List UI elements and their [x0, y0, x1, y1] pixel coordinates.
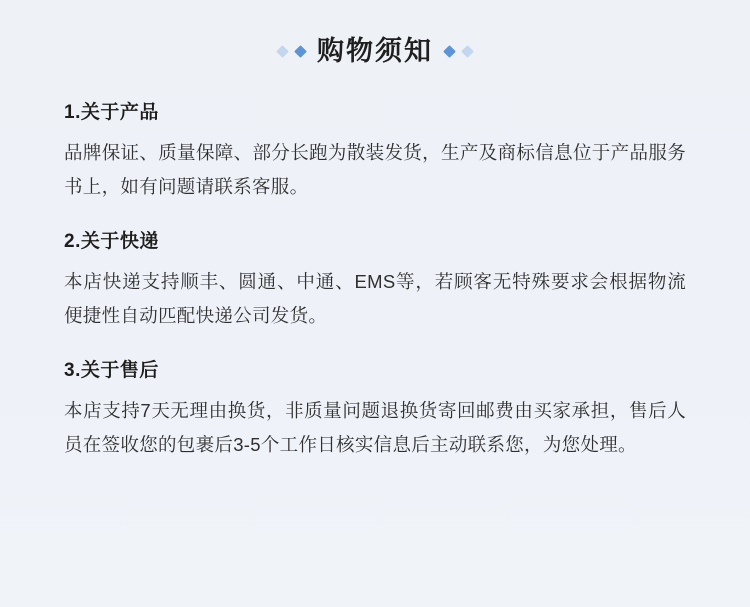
- section-heading: 2.关于快递: [64, 231, 159, 252]
- section-after-sales: [64, 355, 686, 462]
- notice-sections: [0, 65, 750, 462]
- page-title-row: [0, 0, 750, 65]
- diamond-dark-icon: [443, 45, 456, 58]
- diamond-light-icon: [461, 45, 474, 58]
- section-body: 品牌保证、质量保障、部分长跑为散装发货，生产及商标信息位于产品服务书上，如有问题请联系客服。: [64, 142, 686, 197]
- section-body: 本店快递支持顺丰、圆通、中通、EMS等，若顾客无特殊要求会根据物流便捷性自动匹配快递公司发货。: [64, 271, 686, 326]
- ornament-right: [445, 47, 472, 56]
- page-title: 购物须知: [317, 36, 433, 66]
- diamond-light-icon: [276, 45, 289, 58]
- section-heading: 1.关于产品: [64, 102, 159, 123]
- section-body: 本店支持7天无理由换货，非质量问题退换货寄回邮费由买家承担，售后人员在签收您的包裹后3-5个工作日核实信息后主动联系您，为您处理。: [64, 400, 686, 455]
- section-heading: 3.关于售后: [64, 360, 159, 381]
- section-shipping: [64, 226, 686, 333]
- diamond-dark-icon: [294, 45, 307, 58]
- ornament-left: [278, 47, 305, 56]
- section-product: [64, 97, 686, 204]
